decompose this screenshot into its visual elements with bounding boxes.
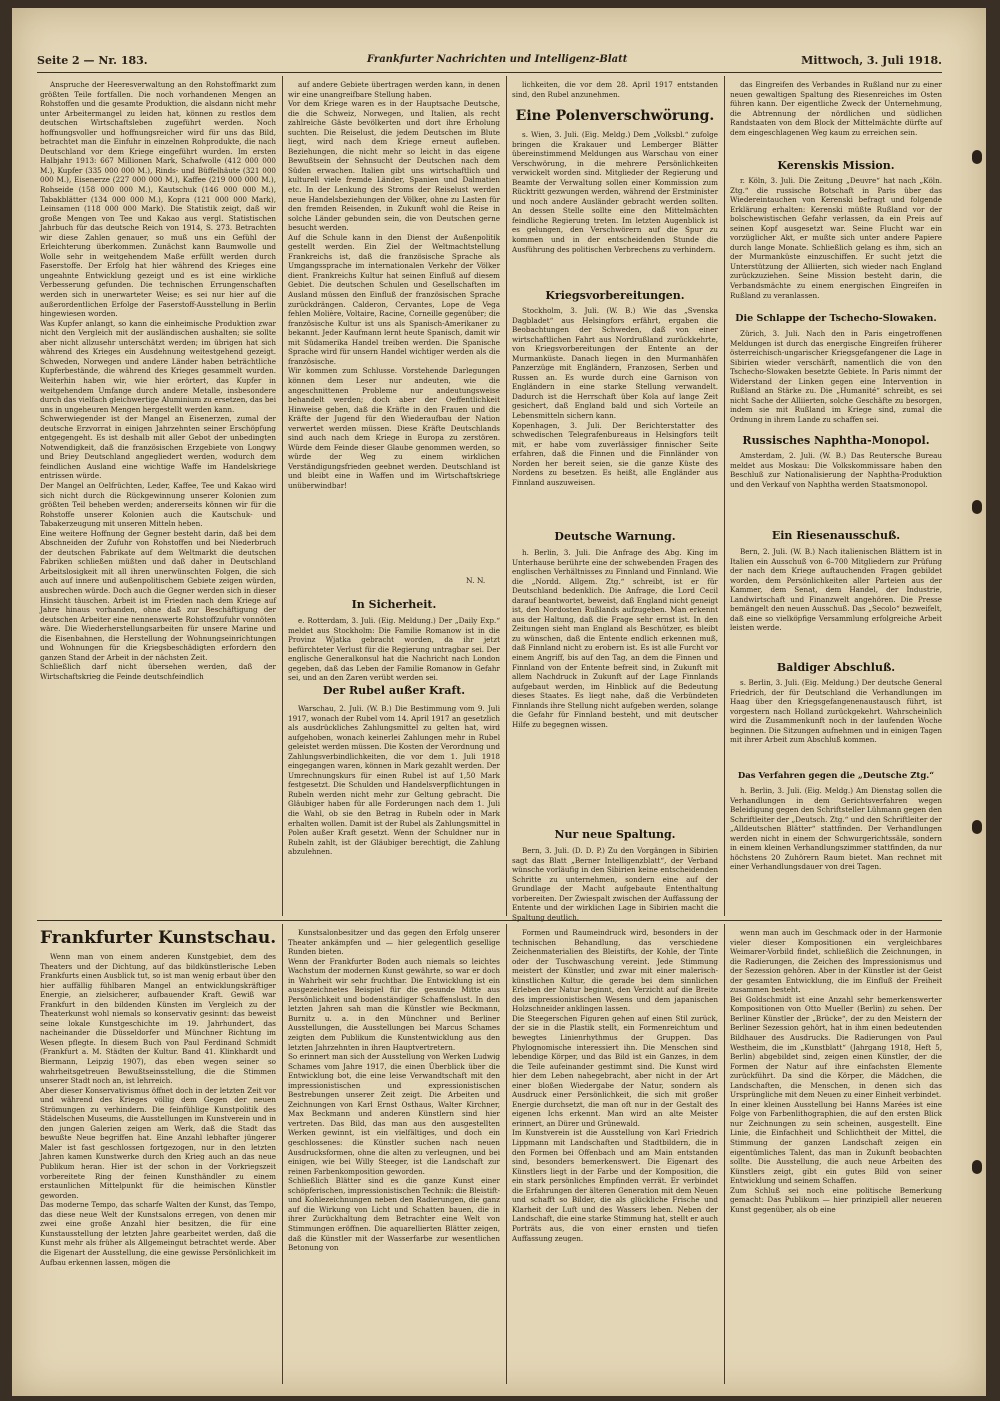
article-text-rubel: Warschau, 2. Juli. (W. B.) Die Bestimmung vom 9. Juli 1917, wonach der Rubel vom 14. April 1917 an gesetzlich als ausdrückliches Zahlungsmittel zu gelten hat, wird aufgehoben, wonach keinerlei Zahlungen mehr in Rubel geleistet werden müssen. Die Kosten der Verordnung und Zahlungsverbindlichkeiten, die vor dem 1. Juli 1918 eingegangen waren, können in Mark gezahlt werden. Der Umrechnungskurs für einen Rubel ist auf 1,50 Mark festgesetzt. Die Schulden und Handelsverpflichtungen in Rubeln werden nicht mehr zur Geltung gebracht. Die Gläubiger haben für alle Forderungen nach dem 1. Juli die Wahl, ob sie den Betrag in Rubeln oder in Mark erhalten wollen. Damit ist der Rubel als Zahlungsmittel in Polen außer Kraft gesetzt. Wenn der Schuldner nur in Rubeln zahlt, ist der Gläubiger berechtigt, die Zahlung abzulehnen. [288, 704, 501, 857]
headline-baldiger-abschluss: Baldiger Abschluß. [776, 661, 896, 674]
article-column-1 [40, 80, 276, 918]
headline-kunstschau: Frankfurter Kunstschau. [40, 928, 277, 948]
article-column-2-bottom [288, 704, 500, 918]
headline-riesenausschuss: Ein Riesenausschuß. [771, 529, 901, 542]
article-text-warnung: h. Berlin, 3. Juli. Die Anfrage des Abg. King im Unterhause berührte eine der schwebenden Fragen des englischen Verhältnisses zu Finnland und Finnland. Wie die „Nordd. Allgem. Ztg.“ schreibt, ist er für Deutschland bedenklich. Die Anfrage, die Lord Cecil darauf beantwortet, beweist, daß England nicht geneigt ist, den Nordosten Rußlands aufzugeben. Man erkennt aus der Haltung, daß die Frage sehr ernst ist. In den Zeitungen sieht man England als Beschützer, es bleibt zu wünschen, daß die Entente endlich erkennen muß, daß Finnland nicht zu erobern ist. Es ist alle Furcht vor einem Angriff, bis auf den Tag, an dem die Finnen und Finnland von der Entente befreit sind, in Zukunft mit allem Nachdruck in Zukunft auf der Lage Finnlands aufgebaut werden, im Hinblick auf die Bedeutung dieses Staates. Es liegt nahe, daß die Verbündeten Finnlands ihre Stellung nicht aufgeben werden, solange die Gefahr für Finnland besteht, und mit deutscher Hilfe zu begegnen wissen. [512, 548, 718, 729]
article-column-3-polen [512, 130, 718, 282]
article-column-4-baldiger [730, 678, 942, 763]
article-column-3-spaltung [512, 846, 718, 922]
article-text-baldiger: s. Berlin, 3. Juli. (Eig. Meldung.) Der deutsche General Friedrich, der für Deutschland die Verhandlungen im Haag über den Kriegsgefangenenaustausch führt, ist vorgestern nach Holland zurückgekehrt. Wahrscheinlich wird die Zusammenkunft noch in der laufenden Woche beginnen. Die Sitzungen aufnehmen und in einigen Tagen mit ihrer Arbeit zum Abschluß kommen. [730, 678, 942, 745]
article-text-spaltung: Bern, 3. Juli. (D. D. P.) Zu den Vorgängen in Sibirien sagt das Blatt „Berner Intelligenzblatt“, der Verband wünsche vorläufig in den Sibirien keine entscheidenden Schritte zu unternehmen, sondern eine auf der Grundlage der Macht aufgebaute Ententhaltung vorbereiten. Der Zwiespalt zwischen der Auffassung der Entente und der wirklichen Lage in Sibirien macht die Spaltung deutlich. [512, 846, 718, 922]
column-rule-4 [282, 924, 283, 1384]
article-text-rubel-cont: lichkeiten, die vor dem 28. April 1917 entstanden sind, den Rubel anzunehmen. [512, 80, 718, 99]
kunstschau-column-1 [40, 952, 276, 1384]
article-text-reiselust: auf andere Gebiete übertragen werden kann, in denen wir eine unangreifbare Stellung haben. Vor dem Kriege waren es in der Hauptsache Deutsche, die die Schweiz, Norwegen, und Italien, als recht zahlreiche Gäste bevölkerten und dort ihre Erholung suchten. Die Reiselust, die jedem Deutschen im Blute liegt, wird nach dem Kriege erneut aufleben. Beziehungen, die nicht mehr so leicht in das eigene Bewußtsein der Sehnsucht der Deutschen nach dem Süden erwachen. Italien gibt uns wirtschaftlich und kulturell viele fremde Länder, Spanien und Dalmatien etc. In der Lenkung des Stroms der Reiselust werden neue Handelsbeziehungen der Völker, ohne zu Lasten für den fremden Reisenden, in Zukunft wohl die Reise in solche Länder gebunden sein, die von Deutschen gerne besucht werden. Auf die Schule kann in den Dienst der Außenpolitik gestellt werden. Ein Ziel der Weltmachtstellung Frankreichs ist, daß die französische Sprache als Umgangssprache im internationalen Verkehr der Völker dient. Frankreichs Kultur hat seinen Einfluß auf diesem Gebiet. Die deutschen Schulen und Gesellschaften im Ausland müssen den Einfluß der französischen Sprache zurückdrängen. Calderon, Cervantes, Lope de Vega fehlen Molière, Voltaire, Racine, Corneille gegenüber; die französische Kultur ist uns als Spanisch-Amerikaner zu bekannt. Jeder Kaufmann lernt heute Spanisch, damit wir mit Südamerika Handel treiben werden. Die Spanische Sprache wird für unsern Handel wichtiger werden als die französische. Wir kommen zum Schlusse. Vorstehende Darlegungen können dem Leser nur andeuten, wie die angeschnittenen Probleme nur andeutungsweise behandelt werden; doch aber der Oeffentlichkeit Hinweise geben, daß die Kräfte in den Frauen und die Kräfte der Jugend für den Wiederaufbau der Nation verwertet werden müssen. Diese Kräfte Deutschlands sind auch nach dem Kriege in Europa zu zerstören. Würde dem Feinde dieser Glaube genommen werden, so würde der Weg zu einem wirklichen Verständigungsfrieden geebnet werden. Deutschland ist und bleibt eine in Waffen und im Wirtschaftskriege unüberwindbar! [288, 80, 500, 490]
article-column-4-verfahren [730, 786, 942, 918]
headline-deutsche-warnung: Deutsche Warnung. [554, 530, 676, 543]
column-rule-6 [724, 924, 725, 1384]
article-column-4-top [730, 80, 942, 150]
kunstschau-text-2: Kunstsalonbesitzer und das gegen den Erfolg unserer Theater ankämpfen und — hier gelegentlich gesellige Runden bieten. Wenn der Frankfurter Boden auch niemals so leichtes Wachstum der modernen Kunst gewährte, so war er doch in Wahrheit wir sehr fruchtbar. Die Entwicklung ist ein ausgezeichnetes Beispiel für die gesunde Mitte aus Persönlichkeit und bodenständiger Schaffenslust. In den letzten Jahren sah man die Künstler wie Beckmann, Burnitz u. a. in den Münchner und Berliner Ausstellungen, die Ausstellungen bei Marcus Schames zeigten dem Publikum die Kunstentwicklung aus den letzten Jahrzehnten in ihren Hauptvertretern. So erinnert man sich der Ausstellung von Werken Ludwig Schames vom Jahre 1917, die einen Überblick über die Entwicklung bot, die eine leise Verwandtschaft mit den impressionistischen und expressionistischen Bestrebungen unserer Zeit zeigt. Die Arbeiten und Zeichnungen von Karl Ernst Osthaus, Walter Kirchner, Max Beckmann und anderen Künstlern sind hier vertreten. Das Bild, das man aus den ausgestellten Werken gewinnt, ist ein vielfältiges, und doch ein geschlossenes: die Künstler suchen nach neuen Ausdrucksformen, ohne die alten zu verleugnen, und bei einigen, wie bei Willy Steeger, ist die Landschaft zur reinen Farbenkomposition geworden. Schließlich Blätter sind es die ganze Kunst einer schöpferischen, impressionistischen Technik: die Bleistift- und Kohlezeichnungen neben den Radierungen, die ganz auf die Wirkung von Licht und Schatten bauen, die in ihrer Zurückhaltung dem Betrachter eine Welt von Stimmungen eröffnen. Die aquarellierten Blätter zeigen, daß die Künstler mit der Wasserfarbe zur wesentlichen Betonung von [288, 928, 500, 1253]
article-text-kerenski: r. Köln, 3. Juli. Die Zeitung „Deuvre“ hat nach „Köln. Ztg.“ die russische Botschaft in Paris über das Wiedereintauchen von Kerenski befragt und folgende Erklärung erhalten: Kerenski müßte Rußland vor der bolschewistischen Gefahr verlassen, da ein Preis auf seinen Kopf ausgesetzt war. Seine Flucht war ein vorzüglicher Akt, er mußte sich unter andere Papiere durch lange Monate. Schließlich gelang es ihm, sich an der Murmanküste einzuschiffen. Er sucht jetzt die Unterstützung der Alliierten, sich wieder nach England zurückzuziehen. Seine Mission besteht darin, die Verbandsmächte zu einem energischen Eingreifen in Rußland zu veranlassen. [730, 176, 942, 300]
kunstschau-column-4 [730, 928, 942, 1384]
headline-kerenski: Kerenskis Mission. [777, 159, 895, 172]
headline-kriegsvorbereitungen: Kriegsvorbereitungen. [545, 289, 685, 302]
headline-naphtha: Russisches Naphtha-Monopol. [742, 434, 930, 447]
article-column-4-naphtha [730, 451, 942, 511]
article-text-tschecho: Zürich, 3. Juli. Nach den in Paris eingetroffenen Meldungen ist durch das energische Eingreifen früherer österreichisch-ungarischer Kriegsgefangener die Lage in Sibirien wieder verschärft, namentlich die von den Tschecho-Slowaken besetzte Gebiete. In Paris nimmt der Widerstand der Linken gegen eine Intervention in Rußland an Stärke zu. Die „Humanité“ schreibt, es sei nicht Sache der Alliierten, solche Geschäfte zu besorgen, indem sie mit Rußland im Kriege sind, zumal die Ordnung in ihrem Lande zu schaffen sei. [730, 329, 942, 424]
page-header [37, 54, 942, 74]
header-rule [37, 72, 942, 73]
binding-hole [972, 820, 982, 834]
article-column-4-tschecho [730, 329, 942, 429]
headline-spaltung: Nur neue Spaltung. [554, 828, 676, 841]
headline-tschecho-slowaken: Die Schlappe der Tschecho-Slowaken. [735, 313, 937, 324]
article-text-polen: s. Wien, 3. Juli. (Eig. Meldg.) Dem „Volksbl.“ zufolge bringen die Krakauer und Lemberger Blätter übereinstimmend Meldungen aus Warschau von einer Verschwörung, in die mehrere Persönlichkeiten verwickelt worden sind. Mitglieder der Regierung und Beamte der Verwaltung sollen einer Kommission zum Rücktritt gezwungen werden, während der Erstminister und noch andere Ausländer gebracht werden sollten. An dessen Stelle sollte eine den Mittelmächten feindliche Regierung treten. Im letzten Augenblick ist es gelungen, den Verschwörern auf die Spur zu kommen und in der entscheidenden Stunde die Ausführung des politischen Verbrechens zu verhindern. [512, 130, 718, 254]
article-column-2-top [288, 80, 500, 558]
article-text-romanow: e. Rotterdam, 3. Juli. (Eig. Meldung.) Der „Daily Exp.“ meldet aus Stockholm: Die Familie Romanow ist in die Provinz Wjatka gebracht worden, da ihr jetzt befürchteter Verlust für die Regierung untragbar sei. Der englische Generalkonsul hat die Nachricht nach London gegeben, daß das Leben der Familie Romanow in Gefahr sei, und an den Zaren verübt werden sei. [288, 616, 500, 683]
headline-polenverschwoerung: Eine Polenverschwörung. [515, 108, 715, 124]
column-rule-1 [282, 76, 283, 916]
kunstschau-text-1: Wenn man von einem anderen Kunstgebiet, dem des Theaters und der Dichtung, auf das bildkünstlerische Leben Frankfurts einen Ausblick tut, so ist man wenig erbaut über den hier auffällig fühlbaren Mangel an entwicklungskräftiger Energie, an zielsicherer, aufbauender Kraft. Gewiß war Frankfurt in den bildenden Künsten im Vergleich zu der Theaterkunst wohl niemals so konservativ gesinnt: das beweist seine lokale Kunstgeschichte im 19. Jahrhundert, das nacheinander die Düsseldorfer und Münchner Richtung im Wesen pflegte. In diesem Buch von Paul Ferdinand Schmidt (Frankfurt a. M. Städten der Kultur. Band 41. Klinkhardt und Biermann, Leipzig 1907), das eben wegen seiner so wahrheitsgetreuen Bewußtseinsstellung, die die Stimmen unserer Stadt noch an, ist lehrreich. Aber dieser Konservativismus öffnet doch in der letzten Zeit vor und während des Krieges völlig dem Gegen der neuen Strömungen zu verhindern. Die feinfühlige Kunstpolitik des Städelschen Museums, die Ausstellungen im Kunstverein und in den jungen Galerien zeigen am Werk, daß die Stadt das bewußte Neue begriffen hat. Eine Anzahl lebhafter jüngerer Maler ist fast geschlossen fortgezogen, nur in den letzten Jahren kamen Kunstwerke durch den Krieg auch an das neue Publikum heran. Hier ist der schon in der Vorkriegszeit vorbereitete Ring der feinen Kunsthändler zu einem erstaunlichen Mittelpunkt für die heimischen Künstler geworden. Das moderne Tempo, das scharfe Walten der Kunst, das Tempo, das diese neue Welt der Kunstsalons erregen, von denen mir zwei eine große Anzahl hier besitzen, die für eine Kunstausstellung der letzten Jahre gearbeitet werden, daß die Kunst mehr als früher als Allgemeingut betrachtet werde. Aber die Eigenart der Ausstellung, die eine gewisse Persönlichkeit im Aufbau erkennen lassen, mögen die [40, 952, 276, 1267]
newspaper-page [12, 8, 986, 1396]
header-page-number: Seite 2 — Nr. 183. [37, 54, 148, 67]
kunstschau-text-4: wenn man auch im Geschmack oder in der Harmonie vieler dieser Kompositionen ein vergleichbares Weimarer-Vorbild findet, schließlich die Zeichnungen, in die Radierungen, die Zeichen des Impressionismus und der Sezession gehören. Aber in der Künstler ist der Geist der gesamten Entwicklung, die im Einfluß der Freiheit zusammen besteht. Bei Goldschmidt ist eine Anzahl sehr bemerkenswerter Kompositionen von Otto Mueller (Berlin) zu sehen. Der Berliner Künstler der „Brücke“, der zu den Meistern der Berliner Sezession gehört, hat in ihm einen bedeutenden Bildhauer des Ausdrucks. Die Radierungen von Paul Westheim, die im „Kunstblatt“ (Jahrgang 1918, Heft 5, Berlin) abgebildet sind, zeigen einen Künstler, der die Formen der Natur auf ihre einfachsten Elemente zurückführt. Da sind die Körper, die Mädchen, die Landschaften, die Menschen, in denen sich das Ursprüngliche mit dem Neuen zu einer Einheit verbindet. In einer kleinen Ausstellung bei Hanns Marées ist eine Folge von Farbenlithographien, die auf den ersten Blick nur Zeichnungen zu sein scheinen, ausgestellt. Eine Linie, die Einfachheit und Schlichtheit der Mittel, die Stimmung der ganzen Landschaft zeigen ein eigentümliches Talent, das man in Zukunft beobachten sollte. Die Ausstellung, die auch neue Arbeiten des Künstlers zeigt, gibt ein gutes Bild von seiner Entwicklung und seinem Schaffen. Zum Schluß sei noch eine politische Bemerkung gemacht: Das Publikum — hier prinzipiell aller neueren Kunst gegenüber, als ob eine [730, 928, 942, 1214]
headline-verfahren: Das Verfahren gegen die „Deutsche Ztg.“ [737, 771, 935, 781]
binding-hole [972, 500, 982, 514]
article-text-verfahren: h. Berlin, 3. Juli. (Eig. Meldg.) Am Dienstag sollen die Verhandlungen in dem Gerichtsverfahren wegen Beleidigung gegen den Schriftsteller Lühmann gegen den Schriftleiter der „Deutsch. Ztg.“ und den Schriftleiter der „Alldeutschen Blätter“ stattfinden. Der Verhandlungen werden nicht in einem der Schwurgerichtssäle, sondern in einem kleinen Verhandlungszimmer stattfinden, da nur höchstens 20 Zuhörern Raum bietet. Man rechnet mit einer Verhandlungsdauer von drei Tagen. [730, 786, 942, 872]
binding-hole [972, 150, 982, 164]
article-column-3-top [512, 80, 718, 102]
kunstschau-text-3: Formen und Raumeindruck wird, besonders in der technischen Behandlung, das verschiedene Zeichenmaterialien des Bleistifts, der Kohle, der Tinte oder der Tuschwaschung vereint. Jede Stimmung meistert der Künstler, und zwar mit einer malerisch-künstlichen Kultur, die gerade bei dem sinnlichen Erleben der Natur beginnt, den Verzicht auf die Breite des impressionistischen Wesens und dem japanischen Holzschneider anklingen lassen. Die Steegerschen Figuren gehen auf einen Stil zurück, der sie in die Plastik stellt, ein Formenreichtum und bewegtes Linienrhythmus der Gruppen. Das Phylognomische interessiert ihn. Die Menschen sind lebendige Körper, und das Bild ist ein Ganzes, in dem die Teile aufeinander gestimmt sind. Die Kunst wird hier dem Leben nahegebracht, aber nicht in der Art einer bloßen Wiedergabe der Natur, sondern als Ausdruck einer Persönlichkeit, die sich mit großer Energie durchsetzt, die man oft nur in der Gestalt des eigenen Ichs erkennt. Man wird an alte Meister erinnert, an Dürer und Grünewald. Im Kunstverein ist die Ausstellung von Karl Friedrich Lippmann mit Landschaften und Stadtbildern, die in den Formen bei Offenbach und am Main entstanden sind, besonders bemerkenswert. Die Eigenart des Künstlers liegt in der Farbe und der Komposition, die ein stark persönliches Empfinden verrät. Er verbindet die Erfahrungen der älteren Generation mit dem Neuen und schafft so Bilder, die als glückliche Frische und Klarheit der Luft und des Wassers leben. Neben der Landschaft, die eine starke Stimmung hat, stellt er auch Porträts aus, die von einer ernsten und tiefen Auffassung zeugen. [512, 928, 718, 1243]
article-text-rohstoffe: Anspruche der Heeresverwaltung an den Rohstoffmarkt zum größten Teile fortfallen. Die noch vorhandenen Mengen an Rohstoffen und die gesamte Produktion, die alsdann nicht mehr unter Arbeitermangel zu leiden hat, können zu restlos dem deutschen Wirtschaftsleben zugeführt werden. Noch hoffnungsvoller und hoffnungsreicher wird für uns das Bild, betrachtet man die Einfuhr in einzelnen Rohprodukte, die nach Deutschland vor dem Kriege eingeführt wurden. Im ersten Halbjahr 1913: 667 Millionen Mark, Schafwolle (412 000 000 M.), Kupfer (335 000 000 M.), Rinds- und Büffelhäute (321 000 000 M.), Eisenerze (227 000 000 M.), Kaffee (219 000 000 M.), Rohseide (158 000 000 M.), Kautschuk (146 000 000 M.), Tabakblätter (134 000 000 M.), Kopra (121 000 000 Mark), Leinsamen (118 000 000 Mark). Die Statistik zeigt, daß wir große Mengen von Tee und Kakao aus vergl. Statistischen Jahrbuch für das deutsche Reich von 1914, S. 273. Betrachten wir diese Zahlen genauer, so muß uns ein Gefühl der Erleichterung überkommen. Zunächst kann Baumwolle und Wolle sehr in weitgehendem Maße erfüllt werden durch Faserstoffe. Der Erfolg hat hier während des Krieges eine ungeahnte Entwicklung gezeigt und es ist eine wirkliche Verbesserung gefunden. Die technischen Errungenschaften werden sich in unerwarteter Weise; es sei nur hier auf die außerordentlichen Erfolge der Faserstoff-Ausstellung in Berlin hingewiesen worden. Was Kupfer anlangt, so kann die einheimische Produktion zwar nicht den Vergleich mit der ausländischen aushalten; sie sollte aber nicht allzusehr unterschätzt werden; im übrigen hat sich während des Krieges ein Ausdehnung weitestgehend gezeigt. Schweden, Norwegen und andere Länder haben beträchtliche Kupferbestände, die während des Krieges gesammelt wurden. Weiterhin haben wir, wie hier erörtert, das Kupfer in weitgehendem Umfange durch andere Metalle, insbesondere durch das vielfach gleichwertige Aluminium zu ersetzen, das bei uns in ungeheuren Mengen hergestellt werden kann. Schwerwiegender ist der Mangel an Eisenerzen, zumal der deutsche Erzvorrat in einigen Jahrzehnten seiner Erschöpfung entgegengeht. Es ist deshalb mit aller Gebot der unbedingten Notwendigkeit, daß die französischen Erzgebiete von Longwy und Briey Deutschland angegliedert werden, wodurch dem feindlichen Ausland eine wichtige Waffe im Handelskriege entrissen würde. Der Mangel an Oelfrüchten, Leder, Kaffee, Tee und Kakao wird sich nicht durch die Rückgewinnung unserer Kolonien zum größten Teil beheben werden; andererseits können wir für die Rohstoffe unserer Kolonien auch die Kautschuk- und Tabakerzeugung mit unseren Mitteln heben. Eine weitere Hoffnung der Gegner besteht darin, daß bei dem Abschneiden der Zufuhr von Rohstoffen und bei Niederbruch der deutschen Fabrikate auf dem Weltmarkt die deutschen Fabriken schließen müßten und daß daher in Deutschland Arbeitslosigkeit mit all ihren unerwünschten Folgen, die sich auch auf innere und außenpolitischem Gebiete zeigen würden, ausbrechen würde. Doch auch die Gegner werden sich in dieser Hinsicht täuschen. Arbeit ist im Frieden nach dem Kriege auf Jahre hinaus vorhanden, ohne daß zur Beschäftigung der deutschen Arbeiter eine nennenswerte Rohstoffzufuhr vonnöten wäre. Die Wiederherstellungsarbeiten für unsere Marine und die Eisenbahnen, die Herstellung der Wohnungseinrichtungen und Wohnungen für die Kriegsbeschädigten erfordern den ganzen Stand der Arbeit in der nächsten Zeit. Schließlich darf nicht übersehen werden, daß der Wirtschaftskrieg die Feinde deutschfeindlich [40, 80, 276, 681]
section-rule [37, 920, 942, 921]
binding-hole [972, 1160, 982, 1174]
column-rule-5 [506, 924, 507, 1384]
article-text-spaltung-cont: das Eingreifen des Verbandes in Rußland nur zu einer neuen gewaltigen Spaltung des Riesenreiches im Osten führen kann. Der eigentliche Zweck der Unternehmung, die Abtrennung der nördlichen und südlichen Randstaaten von dem Block der Mittelmächte dürfte auf dem eingeschlagenen Weg kaum zu erreichen sein. [730, 80, 942, 137]
header-date: Mittwoch, 3. Juli 1918. [801, 54, 942, 67]
article-text-naphtha: Amsterdam, 2. Juli. (W. B.) Das Reutersche Bureau meldet aus Moskau: Die Volkskommissare haben den Beschluß zur Nationalisierung der Naphtha-Produktion und den Verkauf von Naphtha werden Staatsmonopol. [730, 451, 942, 489]
article-column-3-warnung [512, 548, 718, 823]
kunstschau-column-3 [512, 928, 718, 1384]
author-signature: N. N. [466, 576, 486, 585]
article-text-kriegs: Stockholm, 3. Juli. (W. B.) Wie das „Svenska Dagbladet“ aus Helsingfors erfährt, ergaben die Beobachtungen der Schweden, daß von einer wirtschaftlichen Fahrt aus Nordrußland zurückkehrte, von Kriegsvorbereitungen der Entente an der Murmanküste. Danach liegen in den Murmanhäfen Panzerzüge mit Engländern, Franzosen, Serben und Russen an. Es wurde durch eine Garnison von Engländern in eine starke Stellung verwandelt. Dadurch ist die Herrschaft über Kola auf lange Zeit gesichert, daß England bald und sich Vorteile an Lebensmitteln sichern kann. Kopenhagen, 3. Juli. Der Berichterstatter des schwedischen Telegrafenbureaus in Helsingfors teilt mit, er habe vom zuverlässiger finnischer Seite erfahren, daß die Finnen und die Finnländer von Norden her bereit seien, sie die ganze Küste des Nordens zu besetzen. Es heißt, alle Engländer aus Finnland auszuweisen. [512, 306, 718, 487]
column-rule-3 [724, 76, 725, 916]
header-masthead: Frankfurter Nachrichten und Intelligenz-Blatt [367, 54, 628, 65]
headline-rubel: Der Rubel außer Kraft. [322, 684, 466, 697]
article-column-2-middle [288, 616, 500, 683]
article-column-4-kerenski [730, 176, 942, 304]
article-column-3-kriegs [512, 306, 718, 524]
column-rule-2 [506, 76, 507, 916]
kunstschau-column-2 [288, 928, 500, 1384]
headline-in-sicherheit: In Sicherheit. [351, 598, 437, 611]
article-column-4-ausschuss [730, 547, 942, 657]
article-text-ausschuss: Bern, 2. Juli. (W. B.) Nach italienischen Blättern ist in Italien ein Ausschuß von 6–700 Mitgliedern zur Prüfung der nach dem Kriege auftauchenden Fragen gebildet worden, dem Persönlichkeiten aller Parteien aus der Kammer, dem Senat, dem Handel, der Industrie, Landwirtschaft und Finanzwelt angehören. Die Presse bemängelt den neuen Ausschuß. Das „Secolo“ bezweifelt, daß eine so vielköpfige Versammlung erfolgreiche Arbeit leisten werde. [730, 547, 942, 633]
